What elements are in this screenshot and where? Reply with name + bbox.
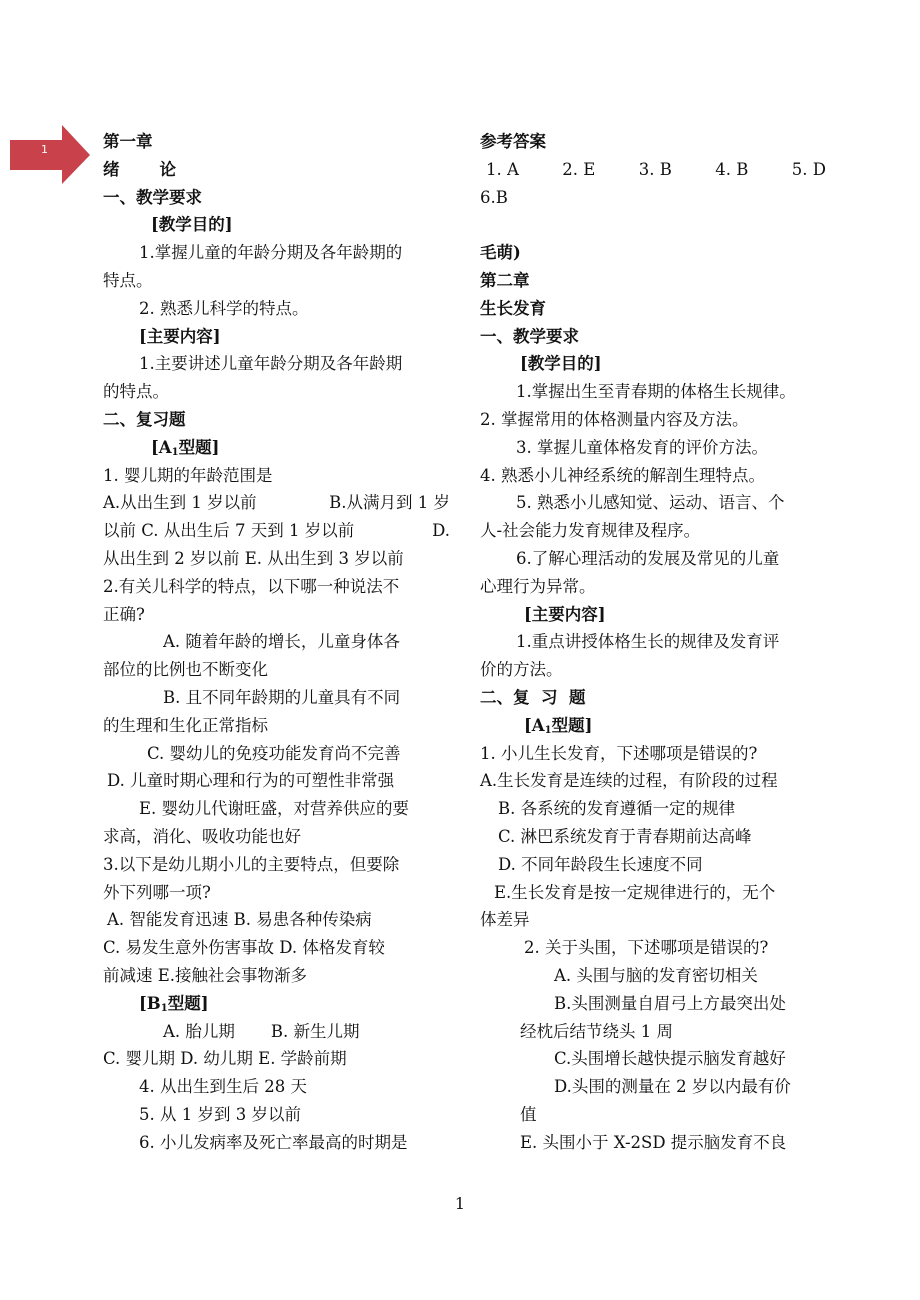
text-line: 1.掌握出生至青春期的体格生长规律。 (516, 382, 796, 402)
question-line: 6. 小儿发病率及死亡率最高的时期是 (139, 1132, 408, 1152)
option-line: B. 各系统的发育遵循一定的规律 (498, 799, 736, 819)
option-line: A. 头围与脑的发育密切相关 (554, 965, 758, 985)
option-line: D. 不同年龄段生长速度不同 (498, 854, 703, 874)
section-heading: 一、教学要求 (103, 187, 202, 207)
answer-item: 1. A (486, 159, 519, 179)
option-line: A. 随着年龄的增长，儿童身体各 (163, 632, 400, 652)
option-line: A.从出生到 1 岁以前 B.从满月到 1 岁 (103, 493, 450, 513)
answer-item: 3. B (638, 159, 672, 179)
answer-item: 5. D (791, 159, 826, 179)
subsection-heading: [$B_1$型题] (139, 993, 209, 1014)
question-line: 2. 关于头围，下述哪项是错误的? (524, 938, 769, 958)
question-line: 1. 小儿生长发育，下述哪项是错误的? (480, 743, 758, 763)
option-line: B. 且不同年龄期的儿童具有不同 (163, 687, 401, 707)
text-line: 5. 熟悉小儿感知觉、运动、语言、个 (516, 493, 785, 513)
question-line: 2.有关儿科学的特点，以下哪一种说法不 (103, 576, 400, 596)
page-number: 1 (454, 1194, 466, 1213)
option-line: A.生长发育是连续的过程，有阶段的过程 (480, 771, 778, 791)
option-line: 值 (520, 1104, 537, 1124)
text-line: 的特点。 (103, 382, 169, 402)
answer-item: 6.B (480, 187, 508, 207)
option-line: E. 头围小于 X-2SD 提示脑发育不良 (520, 1132, 787, 1152)
option-line: D.头围的测量在 2 岁以内最有价 (554, 1077, 791, 1097)
section-heading: 一、教学要求 (480, 326, 579, 346)
option-line: C. 婴幼儿的免疫功能发育尚不完善 (147, 743, 401, 763)
text-line: 2. 熟悉儿科学的特点。 (139, 298, 309, 318)
option-line: 以前 C. 从出生后 7 天到 1 岁以前 D. (103, 521, 450, 541)
option-line: 体差异 (480, 910, 530, 930)
subsection-heading: [$A_1$型题] (151, 437, 220, 458)
text-line: 2. 掌握常用的体格测量内容及方法。 (480, 409, 749, 429)
option-line: C. 淋巴系统发育于青春期前达高峰 (498, 826, 752, 846)
answers-line (480, 156, 826, 184)
left-column (103, 128, 450, 1156)
answers-heading: 参考答案 (480, 132, 546, 151)
text-line: 特点。 (103, 270, 153, 290)
option-line: 求高，消化、吸收功能也好 (103, 826, 301, 846)
option-line: C. 婴儿期 D. 幼儿期 E. 学龄前期 (103, 1049, 347, 1069)
question-line: 1. 婴儿期的年龄范围是 (103, 465, 273, 485)
question-line: 正确? (103, 604, 145, 624)
subsection-heading: [教学目的] (151, 215, 233, 235)
right-column (480, 128, 832, 1156)
chapter-heading: 第一章 (103, 132, 153, 151)
subsection-heading: [教学目的] (520, 354, 602, 374)
subsection-heading: [主要内容] (524, 604, 606, 624)
text-line: 6.了解心理活动的发展及常见的儿童 (516, 548, 780, 568)
text-line: 1.掌握儿童的年龄分期及各年龄期的 (139, 243, 403, 263)
section-heading: 二、复 习 题 (480, 687, 586, 707)
question-line: 4. 从出生到生后 28 天 (139, 1077, 307, 1097)
text-line: 人-社会能力发育规律及程序。 (480, 521, 701, 541)
option-line: C. 易发生意外伤害事故 D. 体格发育较 (103, 938, 385, 958)
option-line: E.生长发育是按一定规律进行的，无个 (494, 882, 776, 902)
option-line: 前减速 E.接触社会事物渐多 (103, 965, 308, 985)
question-line: 外下列哪一项? (103, 882, 211, 902)
option-line: 从出生到 2 岁以前 E. 从出生到 3 岁以前 (103, 548, 404, 568)
answer-item: 2. E (562, 159, 596, 179)
text-fragment: 毛萌) (480, 243, 521, 263)
option-line: B.头围测量自眉弓上方最突出处 (554, 993, 786, 1013)
option-line: A. 智能发育迅速 B. 易患各种传染病 (107, 910, 372, 930)
text-line: 1.重点讲授体格生长的规律及发育评 (516, 632, 780, 652)
subsection-heading: [主要内容] (139, 326, 221, 346)
page-marker-arrow (10, 125, 90, 185)
text-line: 3. 掌握儿童体格发育的评价方法。 (516, 437, 768, 457)
chapter-heading: 第二章 (480, 270, 530, 290)
question-line: 5. 从 1 岁到 3 岁以前 (139, 1104, 301, 1124)
section-heading: 二、复习题 (103, 409, 186, 429)
text-line: 4. 熟悉小儿神经系统的解剖生理特点。 (480, 465, 765, 485)
option-line: A. 胎儿期 B. 新生儿期 (163, 1021, 360, 1041)
page-marker-label: 1 (41, 143, 48, 156)
option-line: E. 婴幼儿代谢旺盛，对营养供应的要 (139, 799, 410, 819)
option-line: 部位的比例也不断变化 (103, 660, 268, 680)
answer-item: 4. B (715, 159, 749, 179)
question-line: 3.以下是幼儿期小儿的主要特点，但要除 (103, 854, 400, 874)
text-line: 1.主要讲述儿童年龄分期及各年龄期 (139, 354, 403, 374)
option-line: 的生理和生化正常指标 (103, 715, 268, 735)
subsection-heading: [$A_1$型题] (524, 715, 593, 736)
option-line: D. 儿童时期心理和行为的可塑性非常强 (107, 771, 395, 791)
option-line: C.头围增长越快提示脑发育越好 (554, 1049, 786, 1069)
chapter-title: 绪 论 (103, 159, 176, 179)
option-line: 经枕后结节绕头 1 周 (520, 1021, 673, 1041)
chapter-title: 生长发育 (480, 298, 546, 318)
text-line: 心理行为异常。 (480, 576, 596, 596)
text-line: 价的方法。 (480, 660, 563, 680)
